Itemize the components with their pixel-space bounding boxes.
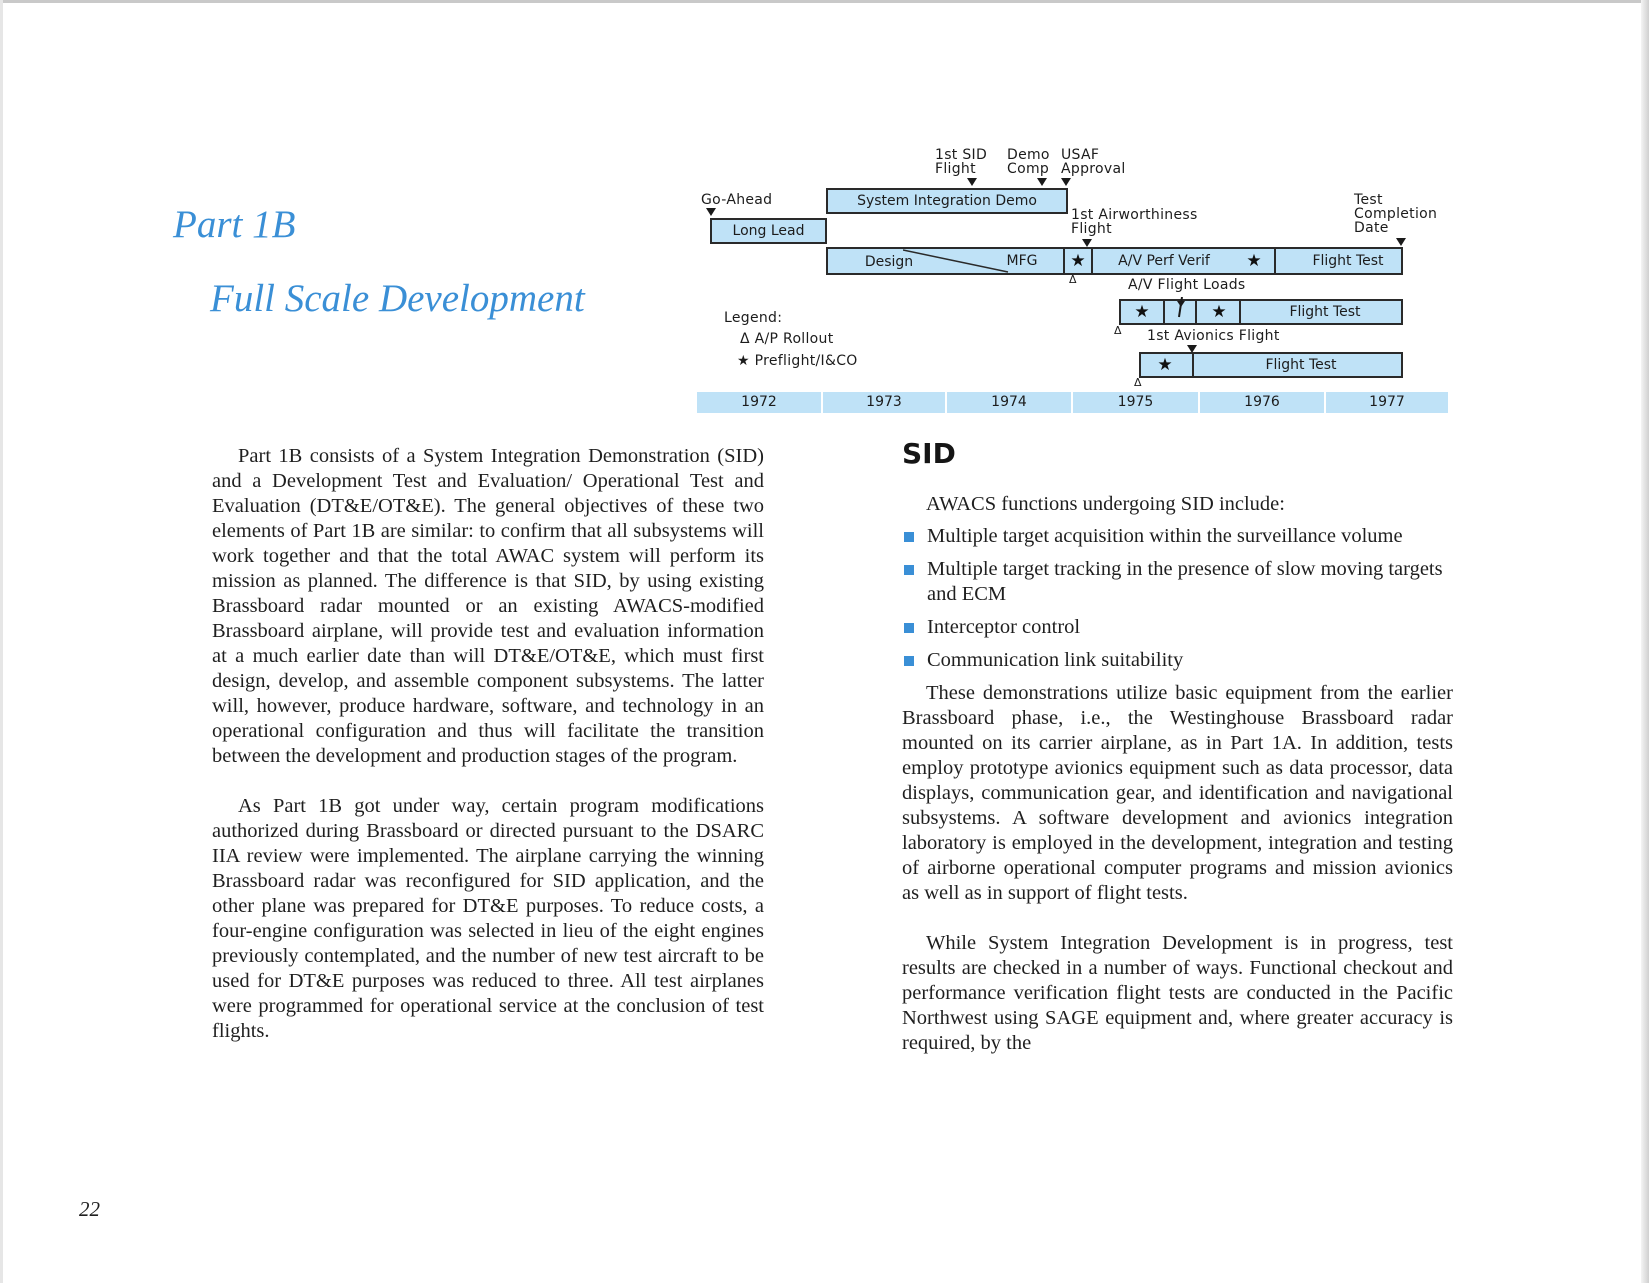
- milestone-label-line: Flight: [935, 161, 976, 177]
- bullet-square-icon: [904, 656, 914, 666]
- left-column: [212, 444, 764, 1044]
- bar-divider: [1192, 354, 1194, 376]
- part-title: Part 1B: [173, 203, 296, 246]
- bar-divider: [1274, 249, 1276, 273]
- preflight-star-icon: ★: [1134, 302, 1150, 322]
- bar-divider: [1063, 249, 1065, 273]
- bar-label: System Integration Demo: [857, 193, 1037, 209]
- list-item-text: Multiple target acquisition within the surveillance volume: [927, 525, 1403, 547]
- bar-divider: [1091, 249, 1093, 273]
- page-number: 22: [79, 1197, 100, 1221]
- legend-rollout: [740, 332, 834, 346]
- body-paragraph: Part 1B consists of a System Integration Demonstration (SID) and a Development Test and Evaluation/ Operational Test and Evaluation (DT&E/OT&E). The general objectives of these two elements of Part 1B are similar: to confirm that all subsystems will work together and that the total AWAC system will perform its mission as planned. The difference is that SID, by using existing Brassboard radar mounted or an existing AWACS-modified Brassboard airplane, will provide test and evaluation information at a much earlier date than will DT&E/OT&E, which must first design, develop, and assemble component subsystems. The latter will, however, produce hardware, software, and technology in an operational configuration and thus will facilitate the transition between the development and production stages of the program.: [212, 445, 764, 767]
- milestone-first-sid-flight: [935, 148, 987, 176]
- list-item: [902, 557, 1453, 607]
- bar-production-row: [826, 247, 1403, 275]
- sid-function-list: [902, 524, 1453, 673]
- milestone-label-line: Comp: [1007, 161, 1050, 177]
- legend-title: Legend:: [724, 310, 783, 326]
- milestone-label-line: 1st SID: [935, 147, 988, 163]
- preflight-star-icon: ★: [1070, 251, 1086, 271]
- body-paragraph: These demonstrations utilize basic equipment from the earlier Brassboard phase, i.e., the Westinghouse Brassboard radar mounted on its carrier airplane, as in Part 1A. In addition, tests employ prototype avionics equipment such as data processor, data displays, communication gear, and identification and navigational subsystems. A software development and avionics integration laboratory is employed in the development, integration and testing of airborne operational computer programs and mission avionics as well as in support of flight tests.: [902, 682, 1453, 904]
- milestone-label-line: Test: [1354, 192, 1383, 208]
- bullet-square-icon: [904, 623, 914, 633]
- rollout-triangle-icon: Δ: [1134, 376, 1142, 389]
- milestone-label-line: Date: [1354, 220, 1389, 236]
- milestone-marker: [1061, 178, 1071, 186]
- preflight-star-icon: ★: [1246, 251, 1262, 271]
- bullet-square-icon: [904, 532, 914, 542]
- bar-label-flight-test: Flight Test: [1312, 253, 1384, 269]
- bar-divider: [1239, 301, 1241, 323]
- milestone-label-line: 1st Airworthiness: [1071, 207, 1198, 223]
- milestone-label-line: Approval: [1061, 161, 1126, 177]
- milestone-usaf-approval: [1061, 148, 1126, 176]
- year-label: 1972: [697, 392, 821, 413]
- rollout-triangle-icon: Δ: [1114, 324, 1122, 337]
- right-column: [902, 492, 1453, 1056]
- list-item-text: Interceptor control: [927, 616, 1081, 638]
- sid-heading: SID: [902, 437, 956, 470]
- bar-label-flight-test: Flight Test: [1265, 357, 1337, 373]
- milestone-label-line: USAF: [1061, 147, 1100, 163]
- bar-divider: [1195, 301, 1197, 323]
- preflight-star-icon: ★: [737, 353, 750, 369]
- list-item-text: Multiple target tracking in the presence of slow moving targets and ECM: [927, 558, 1443, 605]
- milestone-test-completion: [1354, 193, 1437, 235]
- milestone-marker: [967, 178, 977, 186]
- milestone-marker: [706, 208, 716, 216]
- list-item: [902, 524, 1453, 549]
- bar-label-av-perf-verif: A/V Perf Verif: [1118, 253, 1210, 269]
- design-mfg-diagonal: [903, 249, 1013, 273]
- rollout-triangle-icon: Δ: [1069, 273, 1077, 286]
- body-paragraph: As Part 1B got under way, certain program modifications authorized during Brassboard or directed pursuant to the DSARC IIA review were implemented. The airplane carrying the winning Brassboard radar was reconfigured for SID application, and the other plane was prepared for DT&E purposes. To reduce costs, a four-engine configuration was selected in lieu of the eight engines previously contemplated, and the number of new test aircraft to be used for DT&E purposes was reduced to three. All test airplanes were programmed for operational service at the conclusion of test flights.: [212, 795, 764, 1042]
- section-title: Full Scale Development: [210, 277, 585, 320]
- year-label: 1974: [945, 392, 1071, 413]
- milestone-demo-comp: [1007, 148, 1050, 176]
- list-item: [902, 648, 1453, 673]
- year-label: 1976: [1198, 392, 1324, 413]
- body-paragraph: While System Integration Development is in progress, test results are checked in a number of ways. Functional checkout and performance verification flight tests are conducted in the Pacific Northwest using SAGE equipment and, where greater accuracy is required, by the: [902, 932, 1453, 1054]
- year-label: 1977: [1324, 392, 1448, 413]
- milestone-label-line: Flight: [1071, 221, 1112, 237]
- sid-intro: AWACS functions undergoing SID include:: [926, 493, 1285, 515]
- milestone-marker: [1396, 238, 1406, 246]
- bar-label: Long Lead: [732, 223, 805, 239]
- bullet-square-icon: [904, 565, 914, 575]
- list-item: [902, 615, 1453, 640]
- rollout-triangle-icon: Δ: [740, 331, 750, 347]
- milestone-first-avionics-flight: 1st Avionics Flight: [1147, 328, 1280, 344]
- legend-rollout-label: A/P Rollout: [754, 331, 834, 347]
- milestone-marker: [1037, 178, 1047, 186]
- flight-loads-marker-icon: [1176, 297, 1186, 321]
- list-item-text: Communication link suitability: [927, 649, 1184, 671]
- bar-second-airplane: [1119, 299, 1403, 325]
- milestone-label-line: Completion: [1354, 206, 1438, 222]
- milestone-label-line: Demo: [1007, 147, 1050, 163]
- milestone-first-airworthiness: [1071, 208, 1198, 236]
- legend-preflight-label: Preflight/I&CO: [754, 353, 858, 369]
- schedule-diagram: [0, 0, 1649, 420]
- year-label: 1973: [821, 392, 945, 413]
- milestone-av-flight-loads: A/V Flight Loads: [1128, 277, 1246, 293]
- legend-preflight: [737, 354, 858, 368]
- bar-divider: [1163, 301, 1165, 323]
- milestone-go-ahead: Go-Ahead: [701, 192, 773, 208]
- bar-third-airplane: [1139, 352, 1403, 378]
- bar-label-flight-test: Flight Test: [1289, 304, 1361, 320]
- milestone-marker: [1082, 239, 1092, 247]
- bar-label-mfg: MFG: [1006, 253, 1038, 269]
- bar-label-design: Design: [864, 254, 914, 270]
- preflight-star-icon: ★: [1157, 355, 1173, 375]
- preflight-star-icon: ★: [1211, 302, 1227, 322]
- bar-system-integration-demo: [826, 188, 1068, 214]
- year-label: 1975: [1071, 392, 1198, 413]
- bar-long-lead: [710, 218, 827, 244]
